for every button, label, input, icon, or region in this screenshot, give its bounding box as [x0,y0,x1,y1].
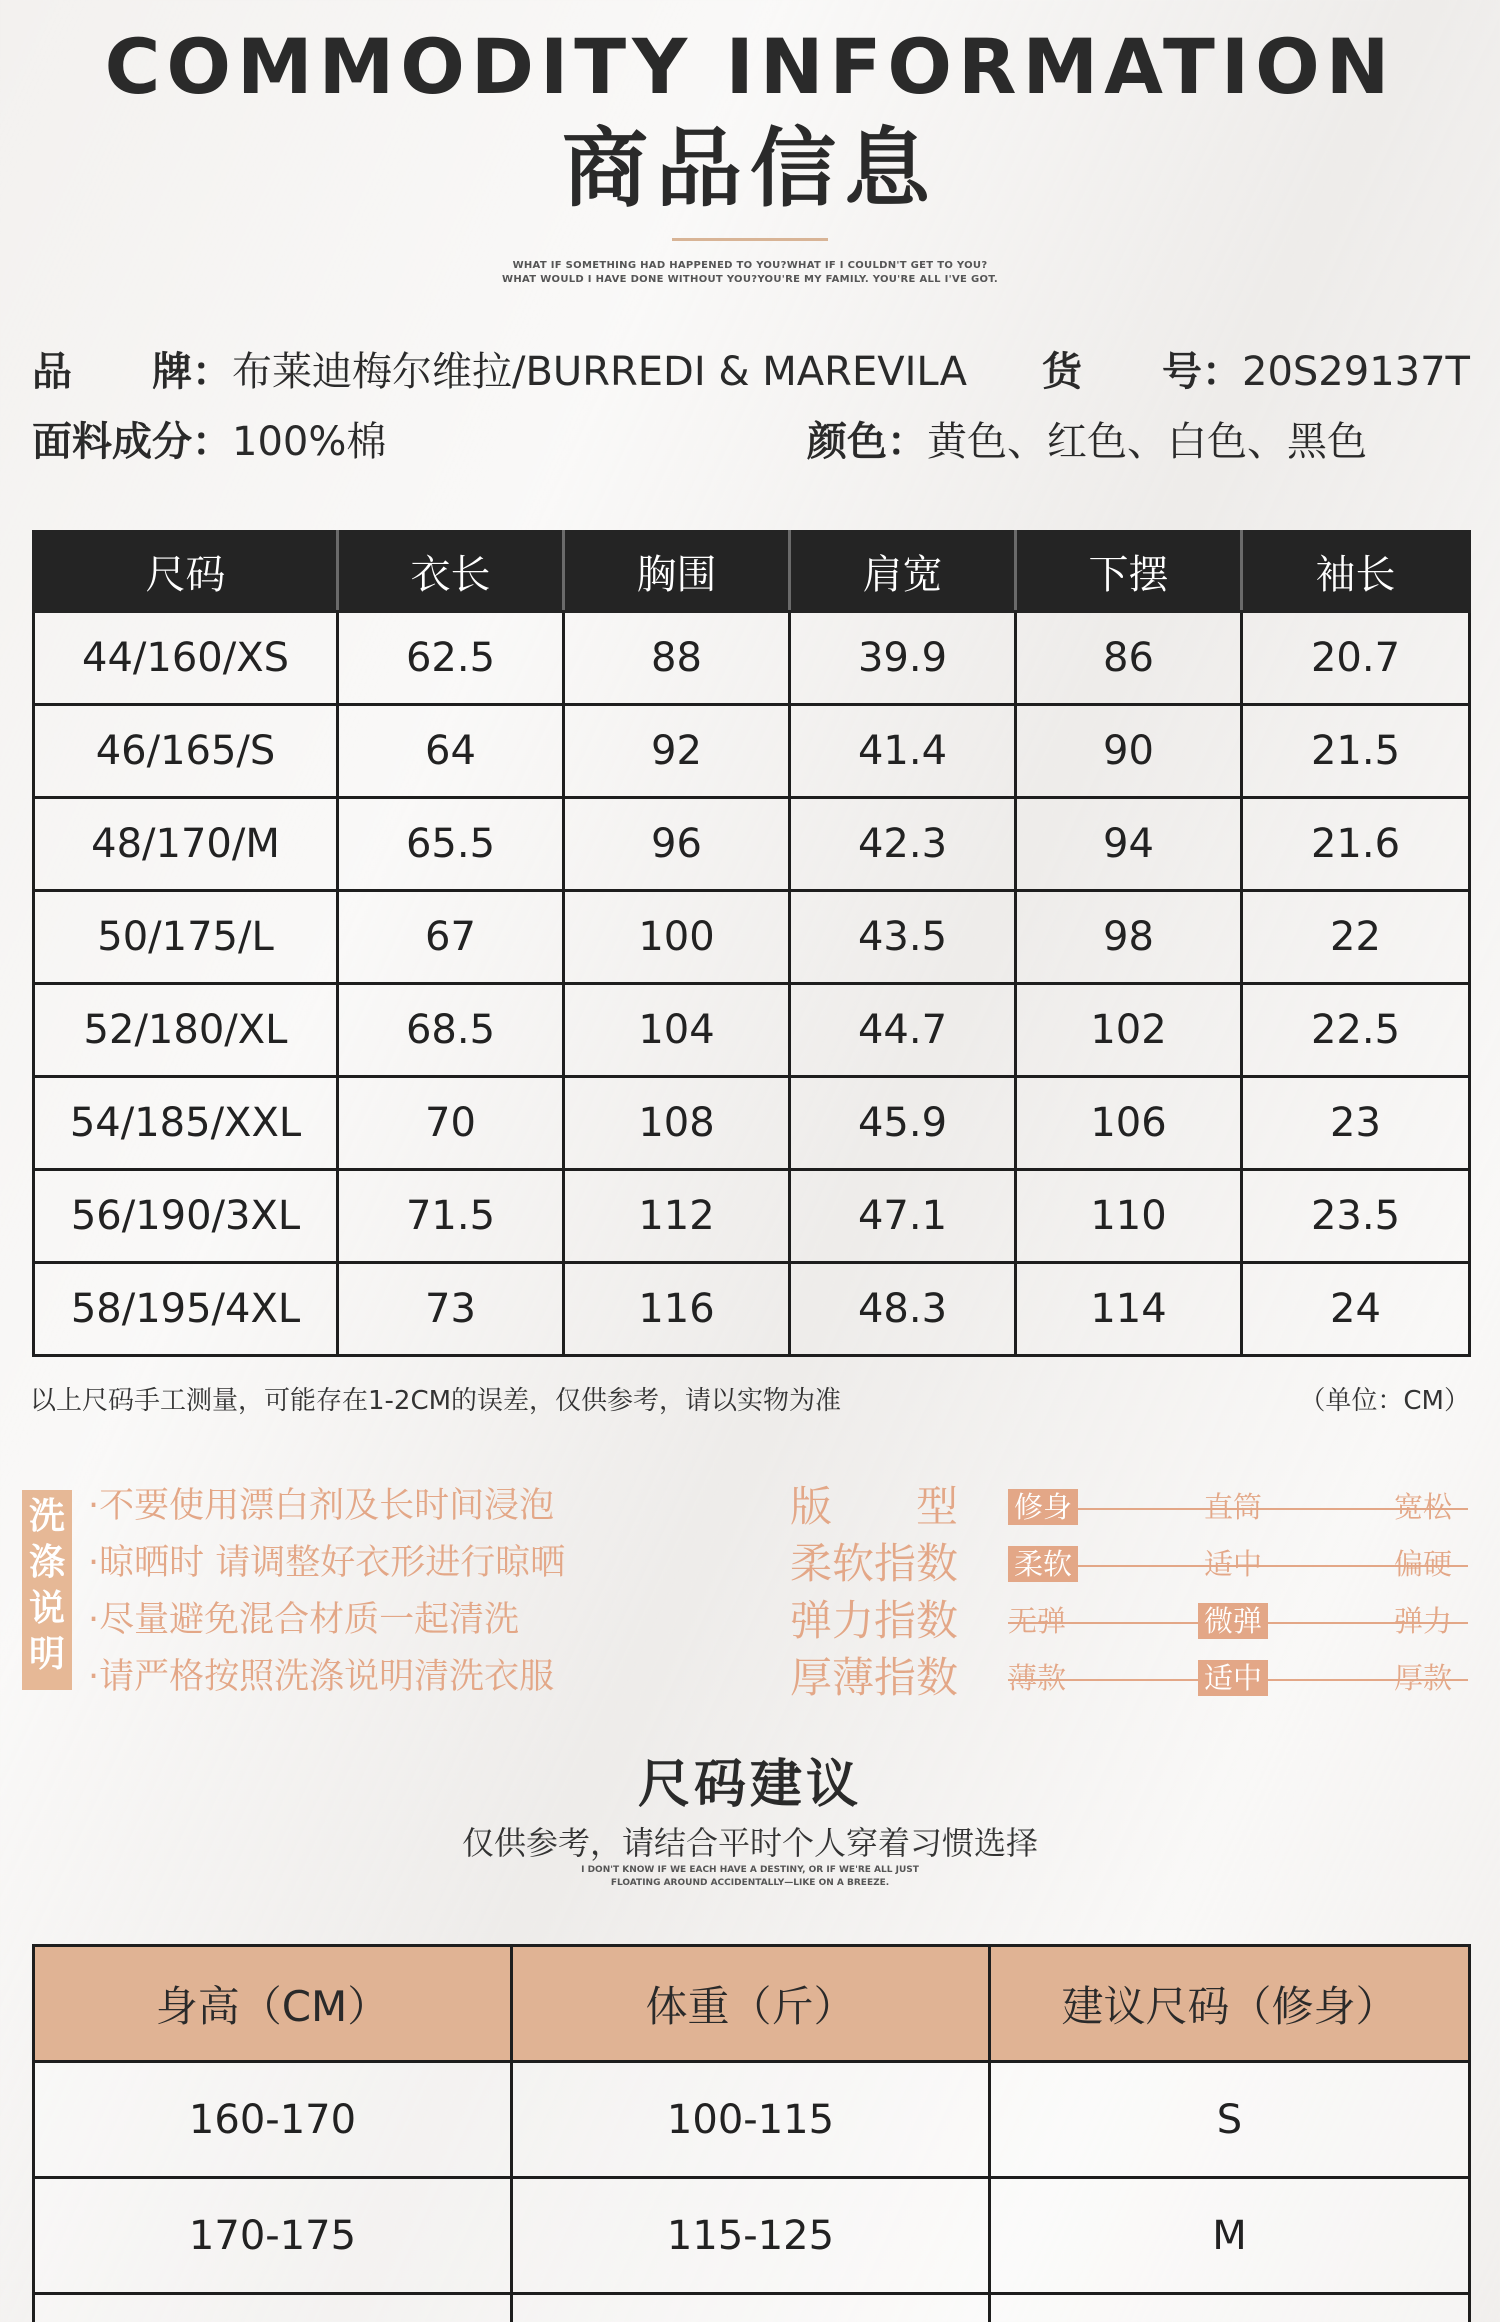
title-divider [672,238,828,241]
item-no-value: 20S29137T [1242,349,1470,395]
index-row-thickness [790,1649,1470,1706]
header-height: 身高（CM） [34,1946,512,2062]
index-label: 弹力指数 [790,1596,959,1645]
table-cell: 23 [1242,1077,1470,1170]
index-option: 弹力 [1394,1604,1453,1638]
table-row [34,1077,1470,1170]
table-cell: 47.1 [790,1170,1016,1263]
wash-tag-char: 说 [28,1588,65,1629]
table-row [34,2062,1470,2178]
color-value: 黄色、红色、白色、黑色 [927,419,1367,465]
table-cell: 56/190/3XL [34,1170,338,1263]
table-cell: 88 [564,612,790,705]
table-row [34,2294,1470,2322]
header-length: 衣长 [338,532,564,612]
table-cell: 21.5 [1242,705,1470,798]
header-sleeve: 袖长 [1242,532,1470,612]
table-cell: 68.5 [338,984,564,1077]
index-option: 薄款 [1008,1661,1067,1695]
page-header [0,22,1500,287]
index-label: 厚薄指数 [790,1653,959,1702]
table-cell: 160-170 [34,2062,512,2178]
table-cell: 52/180/XL [34,984,338,1077]
table-cell: 41.4 [790,705,1016,798]
size-suggestion-title: 尺码建议 [637,1755,862,1815]
table-cell: 67 [338,891,564,984]
wash-instructions-list [88,1478,565,1706]
table-cell: 170-175 [34,2178,512,2294]
measurement-note: 以上尺码手工测量，可能存在1-2CM的误差，仅供参考，请以实物为准 [30,1386,842,1416]
size-suggestion-subtitle: 仅供参考，请结合平时个人穿着习惯选择 [461,1824,1038,1862]
table-cell: 86 [1016,612,1242,705]
fabric-value: 100%棉 [232,419,387,465]
table-cell: 54/185/XXL [34,1077,338,1170]
table-cell: 106 [1016,1077,1242,1170]
size-chart-table [32,530,1471,1357]
info-row-fabric [32,414,1472,470]
table-row [34,984,1470,1077]
list-item: ·不要使用漂白剂及长时间浸泡 [88,1486,555,1526]
index-option: 适中 [1204,1547,1263,1581]
table-cell: 58/195/4XL [34,1263,338,1356]
table-cell: 70 [338,1077,564,1170]
table-cell: 46/165/S [34,705,338,798]
wash-tag-char: 涤 [28,1542,65,1583]
header-weight: 体重（斤） [512,1946,990,2062]
index-option: 无弹 [1008,1604,1067,1638]
item-no-key: 货 号： [1042,349,1242,395]
table-cell: 98 [1016,891,1242,984]
table-cell: 115-125 [512,2178,990,2294]
brand-value: 布莱迪梅尔维拉/BURREDI & MAREVILA [232,349,967,395]
table-cell: 110 [1016,1170,1242,1263]
table-cell: 94 [1016,798,1242,891]
index-option: 直筒 [1204,1490,1263,1524]
table-cell: 100 [564,891,790,984]
table-cell [990,2294,1470,2322]
size-suggestion-table [32,1944,1471,2322]
table-cell [34,2294,512,2322]
index-option: 厚款 [1394,1661,1453,1695]
info-row-brand [32,344,1472,400]
table-cell: 104 [564,984,790,1077]
table-row [34,1170,1470,1263]
table-cell: M [990,2178,1470,2294]
table-cell: 48.3 [790,1263,1016,1356]
index-row-softness [790,1535,1470,1592]
table-cell: 96 [564,798,790,891]
tagline-line-2: WHAT WOULD I HAVE DONE WITHOUT YOU?YOU'RE MY FAMILY. YOU'RE ALL I'VE GOT. [502,274,998,285]
table-row [34,1263,1470,1356]
table-cell: 22 [1242,891,1470,984]
list-item: ·晾晒时 请调整好衣形进行晾晒 [88,1543,566,1583]
index-option: 适中 [1198,1660,1268,1696]
index-option: 偏硬 [1394,1547,1453,1581]
title-english: COMMODITY INFORMATION [104,22,1396,111]
title-chinese: 商品信息 [562,119,938,219]
table-cell: 44.7 [790,984,1016,1077]
table-cell: 65.5 [338,798,564,891]
table-cell: 73 [338,1263,564,1356]
color-key: 颜色： [807,419,927,465]
size-chart-header-row [34,532,1470,612]
index-row-elasticity [790,1592,1470,1649]
table-cell: 92 [564,705,790,798]
brand-key: 品 牌： [32,349,232,395]
header-chest: 胸围 [564,532,790,612]
table-cell: 24 [1242,1263,1470,1356]
table-cell [512,2294,990,2322]
table-row [34,705,1470,798]
index-label: 柔软指数 [790,1539,959,1588]
table-cell: 21.6 [1242,798,1470,891]
table-cell: 23.5 [1242,1170,1470,1263]
wash-tag-char: 洗 [28,1496,65,1537]
index-row-fit [790,1478,1470,1535]
index-label: 版 型 [790,1482,959,1531]
unit-label: （单位：CM） [1299,1386,1470,1416]
header-shoulder: 肩宽 [790,532,1016,612]
wash-tag-char: 明 [28,1634,65,1675]
fabric-key: 面料成分： [32,419,232,465]
index-option: 修身 [1008,1489,1078,1525]
tagline [0,259,1500,287]
table-cell: 90 [1016,705,1242,798]
table-cell: 62.5 [338,612,564,705]
index-option: 微弹 [1198,1603,1268,1639]
tagline-line-2: FLOATING AROUND ACCIDENTALLY—LIKE ON A BREEZE. [610,1878,890,1888]
table-cell: 44/160/XS [34,612,338,705]
list-item: ·请严格按照洗涤说明清洗衣服 [88,1657,555,1697]
table-cell: 71.5 [338,1170,564,1263]
table-row [34,798,1470,891]
tagline-line-1: WHAT IF SOMETHING HAD HAPPENED TO YOU?WHAT IF I COULDN'T GET TO YOU? [512,260,988,271]
table-row [34,2178,1470,2294]
table-cell: 50/175/L [34,891,338,984]
table-cell: 100-115 [512,2062,990,2178]
table-cell: 116 [564,1263,790,1356]
table-cell: 22.5 [1242,984,1470,1077]
wash-instructions-tag [22,1490,72,1690]
table-cell: 48/170/M [34,798,338,891]
table-cell: 108 [564,1077,790,1170]
table-row [34,891,1470,984]
header-hem: 下摆 [1016,532,1242,612]
list-item: ·尽量避免混合材质一起清洗 [88,1600,520,1640]
index-option: 宽松 [1394,1490,1453,1524]
table-cell: 45.9 [790,1077,1016,1170]
table-cell: S [990,2062,1470,2178]
table-cell: 102 [1016,984,1242,1077]
header-size: 尺码 [34,532,338,612]
size-suggestion-tagline [0,1864,1500,1890]
tagline-line-1: I DON'T KNOW IF WE EACH HAVE A DESTINY, OR IF WE'RE ALL JUST [581,1865,919,1875]
suggestion-header-row [34,1946,1470,2062]
header-recommended-size: 建议尺码（修身） [990,1946,1470,2062]
index-option: 柔软 [1008,1546,1078,1582]
table-cell: 64 [338,705,564,798]
table-cell: 114 [1016,1263,1242,1356]
table-cell: 39.9 [790,612,1016,705]
table-cell: 42.3 [790,798,1016,891]
table-cell: 43.5 [790,891,1016,984]
table-cell: 20.7 [1242,612,1470,705]
table-cell: 112 [564,1170,790,1263]
table-row [34,612,1470,705]
